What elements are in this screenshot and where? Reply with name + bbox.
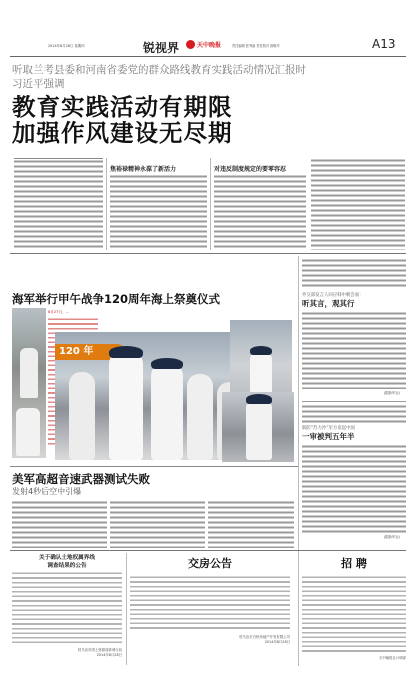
issue-date: 2014年8月28日 星期四 <box>48 44 85 48</box>
officer-figure <box>20 348 38 398</box>
right-column-top-text <box>302 258 406 288</box>
jet-text-col-1 <box>12 500 107 548</box>
spokesman-title-2: 听其言，观其行 <box>302 299 355 308</box>
spokesman-byline: (据新华社) <box>383 391 400 395</box>
paper-name: 天中晚报 <box>197 42 222 49</box>
sailor-cap <box>250 346 272 355</box>
notice-1-title-1: 关于确认土地权属界线 <box>39 555 95 561</box>
case-byline: (据新华社) <box>383 535 400 539</box>
section-rule <box>10 550 406 551</box>
notice-2-sign: 驻马店市白桥房地产开发有限公司 <box>239 635 290 639</box>
notice-1-text <box>12 571 122 645</box>
notice-recruitment <box>302 553 406 665</box>
notice-2-title: 交房公告 <box>188 557 232 570</box>
ceremony-photo-right-bottom <box>222 392 294 462</box>
subarticle-right-title: 对违反制度规定的要零容忍 <box>214 166 287 173</box>
page-number: A13 <box>372 37 396 51</box>
photo-caption-lead: 8月27日，… <box>48 310 70 314</box>
column-divider <box>106 158 107 250</box>
notice-2-text <box>130 575 290 631</box>
section-name: 锐视界 <box>143 41 180 55</box>
notice-3-title: 招 聘 <box>341 557 367 570</box>
sailor-3 <box>187 374 213 460</box>
right-column-mid-text <box>302 404 406 424</box>
case-title-1: 联防“苏力沙”军方发起中国 <box>302 426 355 431</box>
jet-subheadline: 发射4秒后空中引爆 <box>12 487 82 496</box>
case-title-2: 一审被判五年半 <box>302 432 355 441</box>
lead-right-column-text <box>311 158 405 250</box>
jet-text-col-2 <box>110 500 205 548</box>
sailor-cap <box>151 358 183 369</box>
notice-2-date: 2014年8月28日 <box>264 640 290 644</box>
banner: 120 年 <box>55 344 125 360</box>
section-rule <box>10 253 406 254</box>
column-divider <box>126 553 127 665</box>
lead-headline-2: 加强作风建设无尽期 <box>12 119 233 147</box>
notice-3-sign: 天中晚报社计调部 <box>378 656 406 660</box>
subarticle-left-text <box>110 174 207 250</box>
jet-headline: 美军高超音速武器测试失败 <box>12 472 150 486</box>
spokesman-text <box>302 311 406 389</box>
sailor-cap <box>109 346 143 358</box>
jet-text-col-3 <box>208 500 294 548</box>
header-rule <box>10 56 406 57</box>
editor-credits: 责任编辑 张秀丽 责任校对 薛敬华 <box>232 44 280 48</box>
page-header <box>0 0 415 60</box>
sailor-figure <box>246 398 272 460</box>
section-rule <box>302 401 406 402</box>
ceremony-headline: 海军举行甲午战争120周年海上祭奠仪式 <box>12 292 221 306</box>
lead-intro-text <box>14 158 103 248</box>
notice-3-text <box>302 575 406 653</box>
notice-land-survey <box>12 553 122 665</box>
notice-1-date: 2014年8月28日 <box>96 653 122 657</box>
notice-1-sign: 驻马店市国土资源局驿城分局 <box>77 648 122 652</box>
sailor-cap <box>246 394 272 404</box>
paper-logo <box>186 40 221 49</box>
ceremony-photo-small <box>12 308 46 458</box>
column-divider <box>210 158 211 250</box>
notice-1-title-2: 调查结果的公告 <box>47 563 87 569</box>
sailor-5 <box>69 372 95 460</box>
lead-headline-1: 教育实践活动有期限 <box>12 93 233 121</box>
sailor-1 <box>109 350 143 460</box>
sailor-2 <box>151 362 183 460</box>
subarticle-left-title: 焦裕禄精神永葆了新活力 <box>110 166 177 173</box>
officer-figure <box>16 408 40 456</box>
case-text <box>302 444 406 534</box>
column-divider <box>298 256 299 666</box>
logo-icon <box>186 40 195 49</box>
section-rule <box>10 466 298 467</box>
spokesman-title-1: 外交部发言人回应韩中朝会面： <box>302 293 364 298</box>
subarticle-right-text <box>214 174 306 250</box>
notice-handover <box>130 553 290 665</box>
lead-kicker: 听取兰考县委和河南省委党的群众路线教育实践活动情况汇报时 习近平强调 <box>12 64 306 90</box>
